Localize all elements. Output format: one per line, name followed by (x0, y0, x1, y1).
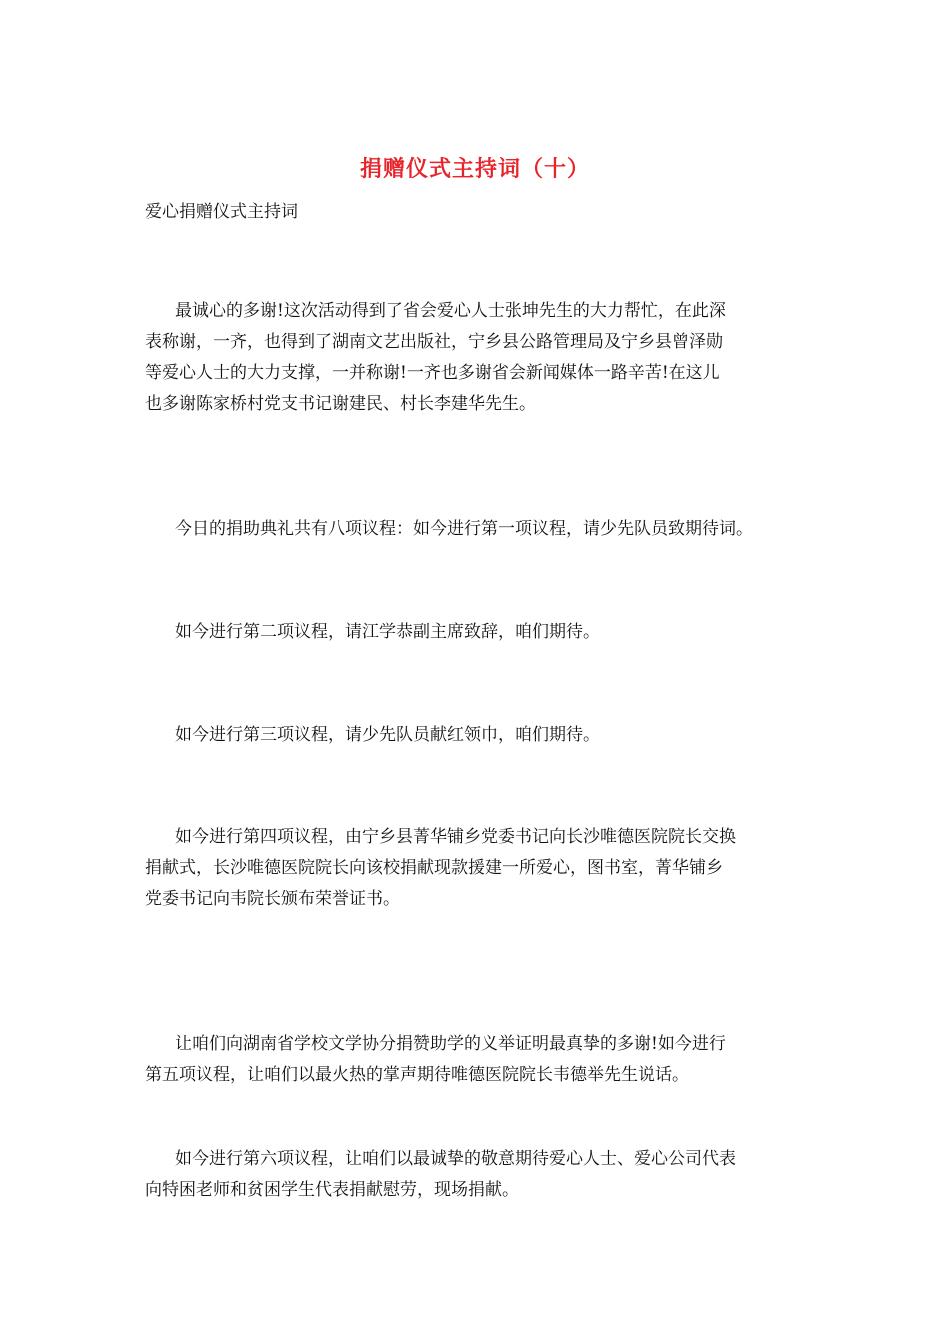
paragraph-1 (145, 296, 825, 420)
paragraph-2 (145, 514, 825, 545)
paragraph-3 (145, 617, 825, 648)
paragraph-line: 第五项议程，让咱们以最火热的掌声期待唯德医院院长韦德举先生说话。 (145, 1065, 689, 1085)
paragraph-line: 今日的捐助典礼共有八项议程：如今进行第一项议程，请少先队员致期待词。 (175, 519, 753, 539)
paragraph-line: 如今进行第三项议程，请少先队员献红领巾，咱们期待。 (175, 725, 600, 745)
paragraph-line: 捐献式，长沙唯德医院院长向该校捐献现款援建一所爱心，图书室，菁华铺乡 (145, 858, 723, 878)
paragraph-line: 最诚心的多谢!这次活动得到了省会爱心人士张坤先生的大力帮忙，在此深 (175, 301, 726, 321)
paragraph-6 (145, 1029, 825, 1091)
paragraph-line: 让咱们向湖南省学校文学协分捐赞助学的义举证明最真挚的多谢!如今进行 (175, 1034, 726, 1054)
paragraph-line: 如今进行第六项议程，让咱们以最诚挚的敬意期待爱心人士、爱心公司代表 (175, 1149, 736, 1169)
paragraph-line: 等爱心人士的大力支撑，一并称谢!一齐也多谢省会新闻媒体一路辛苦!在这儿 (145, 363, 720, 383)
paragraph-5 (145, 822, 825, 915)
paragraph-line: 如今进行第四项议程，由宁乡县菁华铺乡党委书记向长沙唯德医院院长交换 (175, 827, 736, 847)
paragraph-line: 如今进行第二项议程，请江学恭副主席致辞，咱们期待。 (175, 622, 600, 642)
paragraph-4 (145, 720, 825, 751)
paragraph-line: 向特困老师和贫困学生代表捐献慰劳，现场捐献。 (145, 1180, 519, 1200)
paragraph-line: 党委书记向韦院长颁布荣誉证书。 (145, 889, 400, 909)
paragraph-7 (145, 1144, 825, 1206)
paragraph-line: 表称谢，一齐，也得到了湖南文艺出版社，宁乡县公路管理局及宁乡县曾泽勋 (145, 332, 723, 352)
document-subtitle: 爱心捐赠仪式主持词 (145, 202, 298, 222)
paragraph-line: 也多谢陈家桥村党支书记谢建民、村长李建华先生。 (145, 394, 536, 414)
document-title: 捐赠仪式主持词（十） (359, 157, 590, 182)
